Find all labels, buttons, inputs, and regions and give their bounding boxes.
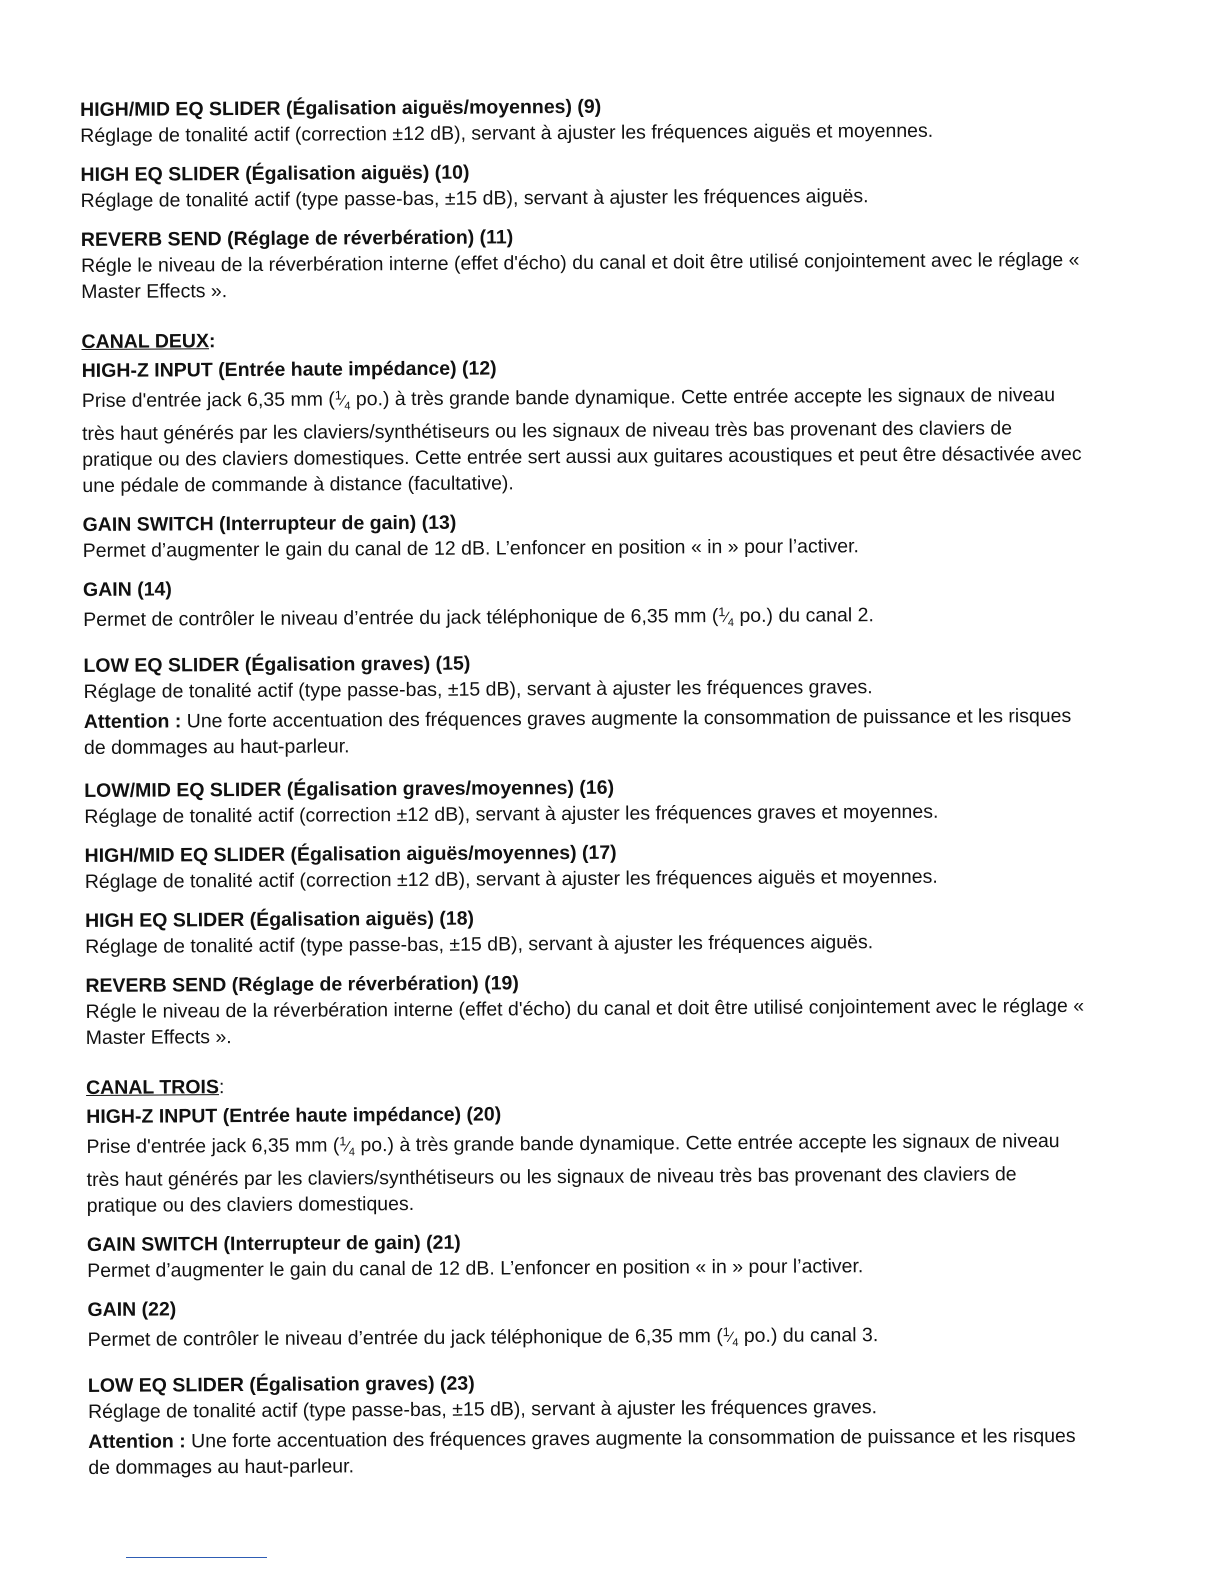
fraction-denominator: 4 xyxy=(348,1146,356,1159)
body-text: Permet de contrôler le niveau d’entrée du jack téléphonique de 6,35 mm ( xyxy=(87,1325,723,1351)
entry-title: REVERB SEND (Réglage de réverbération) (11) xyxy=(80,226,514,251)
section-heading-canal-deux xyxy=(81,323,1081,355)
entry-body xyxy=(86,1124,1087,1219)
section-heading-text: CANAL TROIS xyxy=(85,1076,220,1099)
entry-gain-switch-13 xyxy=(83,507,1083,564)
entry-low-eq-slider-15 xyxy=(83,648,1083,705)
entry-high-mid-eq-slider-17 xyxy=(85,838,1085,895)
entry-body: Réglage de tonalité actif (type passe-bas, ±15 dB), servant à ajuster les fréquences aiguës. xyxy=(85,931,874,958)
entry-low-eq-slider-23 xyxy=(88,1368,1088,1425)
fraction-numerator: 1 xyxy=(339,1134,347,1149)
entry-gain-14 xyxy=(83,572,1083,640)
entry-body: Réglage de tonalité actif (type passe-bas, ±15 dB), servant à ajuster les fréquences aiguës. xyxy=(80,185,869,212)
entry-title: HIGH EQ SLIDER (Égalisation aiguës) (10) xyxy=(80,161,470,186)
body-text: Prise d'entrée jack 6,35 mm ( xyxy=(86,1134,340,1158)
fraction-denominator: 4 xyxy=(344,400,351,413)
entry-body xyxy=(82,378,1083,499)
entry-body: Permet d’augmenter le gain du canal de 12 dB. L’enfoncer en position « in » pour l’activer. xyxy=(82,535,859,562)
entry-body: Réglage de tonalité actif (type passe-bas, ±15 dB), servant à ajuster les fréquences graves. xyxy=(87,1396,878,1423)
entry-high-z-input-20 xyxy=(86,1099,1087,1219)
entry-gain-22 xyxy=(87,1292,1087,1360)
body-text: po.) à très grande bande dynamique. Cette entrée accepte les signaux de niveau très haut générés par les claviers/synthétiseurs ou les signaux de niveau très bas provenant des claviers de pratique ou des claviers domestiques. xyxy=(86,1130,1060,1217)
body-text: Prise d'entrée jack 6,35 mm ( xyxy=(81,388,335,412)
fraction-denominator: 4 xyxy=(727,617,735,630)
section-heading-colon: : xyxy=(208,330,216,353)
entry-body xyxy=(87,1317,1087,1360)
entry-title: LOW EQ SLIDER (Égalisation graves) (23) xyxy=(87,1372,475,1397)
entry-high-eq-slider-10 xyxy=(80,157,1080,214)
entry-body: Régle le niveau de la réverbération interne (effet d'écho) du canal et doit être utilisé conjointement avec le réglage « Master Effects ». xyxy=(85,994,1085,1049)
entry-body: Réglage de tonalité actif (correction ±12 dB), servant à ajuster les fréquences graves et moyennes. xyxy=(84,800,939,828)
entry-title: GAIN SWITCH (Interrupteur de gain) (21) xyxy=(86,1231,461,1256)
warning-note xyxy=(88,1423,1088,1481)
fraction-denominator: 4 xyxy=(732,1337,739,1350)
entry-gain-switch-21 xyxy=(87,1227,1087,1284)
fraction-numerator: 1 xyxy=(334,388,342,403)
section-heading-text: CANAL DEUX xyxy=(81,330,210,353)
entry-reverb-send-19 xyxy=(85,968,1085,1051)
body-text: Permet de contrôler le niveau d’entrée du jack téléphonique de 6,35 mm ( xyxy=(83,605,719,631)
entry-high-mid-eq-slider-9 xyxy=(80,92,1080,149)
entry-low-mid-eq-slider-16 xyxy=(84,773,1084,830)
fraction-numerator: 1 xyxy=(722,1325,730,1340)
document-page xyxy=(80,92,1089,1499)
entry-body: Réglage de tonalité actif (correction ±12 dB), servant à ajuster les fréquences aiguës et moyennes. xyxy=(80,119,934,147)
entry-title: HIGH-Z INPUT (Entrée haute impédance) (20) xyxy=(86,1103,502,1128)
entry-title: GAIN SWITCH (Interrupteur de gain) (13) xyxy=(82,511,457,536)
entry-title: REVERB SEND (Réglage de réverbération) (19) xyxy=(85,972,519,997)
warning-note xyxy=(84,703,1084,761)
fraction-numerator: 1 xyxy=(718,605,726,620)
entry-body: Régle le niveau de la réverbération interne (effet d'écho) du canal et doit être utilisé conjointement avec le réglage « Master Effects ». xyxy=(80,248,1080,303)
section-heading-colon: : xyxy=(218,1076,225,1099)
entry-title: HIGH/MID EQ SLIDER (Égalisation aiguës/moyennes) (17) xyxy=(84,841,617,867)
warning-text: Une forte accentuation des fréquences graves augmente la consommation de puissance et les risques de dommages au haut-parleur. xyxy=(83,704,1072,759)
entry-body xyxy=(83,597,1083,640)
body-text: po.) du canal 2. xyxy=(733,604,874,628)
entry-high-eq-slider-18 xyxy=(85,903,1085,960)
entry-title: GAIN (22) xyxy=(87,1298,177,1321)
warning-label: Attention : xyxy=(88,1430,186,1453)
body-text: po.) à très grande bande dynamique. Cette entrée accepte les signaux de niveau très haut générés par les claviers/synthétiseurs ou les signaux de niveau très bas provenant des claviers de pratique ou des claviers domestiques. Cette entrée sert aussi aux guitares acoustiques et peut être désactivée avec une pédale de commande à distance (facultative). xyxy=(81,384,1082,497)
entry-title: GAIN (14) xyxy=(82,578,172,601)
body-text: po.) du canal 3. xyxy=(738,1324,879,1348)
entry-body: Réglage de tonalité actif (type passe-bas, ±15 dB), servant à ajuster les fréquences graves. xyxy=(83,676,873,703)
fraction: $^1⁄_4$ xyxy=(722,1325,739,1350)
footer-divider xyxy=(126,1557,267,1558)
entry-title: LOW/MID EQ SLIDER (Égalisation graves/moyennes) (16) xyxy=(84,776,615,802)
entry-title: LOW EQ SLIDER (Égalisation graves) (15) xyxy=(83,652,471,677)
entry-body: Réglage de tonalité actif (correction ±12 dB), servant à ajuster les fréquences aiguës et moyennes. xyxy=(84,865,938,893)
entry-title: HIGH EQ SLIDER (Égalisation aiguës) (18) xyxy=(84,907,475,932)
fraction: $^1⁄_4$ xyxy=(718,605,735,630)
entry-body: Permet d’augmenter le gain du canal de 12 dB. L’enfoncer en position « in » pour l’activer. xyxy=(87,1255,864,1282)
fraction: $^1⁄_4$ xyxy=(339,1134,356,1159)
entry-title: HIGH-Z INPUT (Entrée haute impédance) (12) xyxy=(81,357,497,382)
warning-label: Attention : xyxy=(83,710,182,733)
entry-high-z-input-12 xyxy=(82,353,1083,499)
fraction: $^1⁄_4$ xyxy=(334,388,351,413)
entry-title: HIGH/MID EQ SLIDER (Égalisation aiguës/moyennes) (9) xyxy=(80,95,602,121)
section-heading-canal-trois xyxy=(86,1069,1086,1101)
entry-reverb-send-11 xyxy=(81,222,1081,305)
warning-text: Une forte accentuation des fréquences graves augmente la consommation de puissance et les risques de dommages au haut-parleur. xyxy=(88,1424,1076,1479)
